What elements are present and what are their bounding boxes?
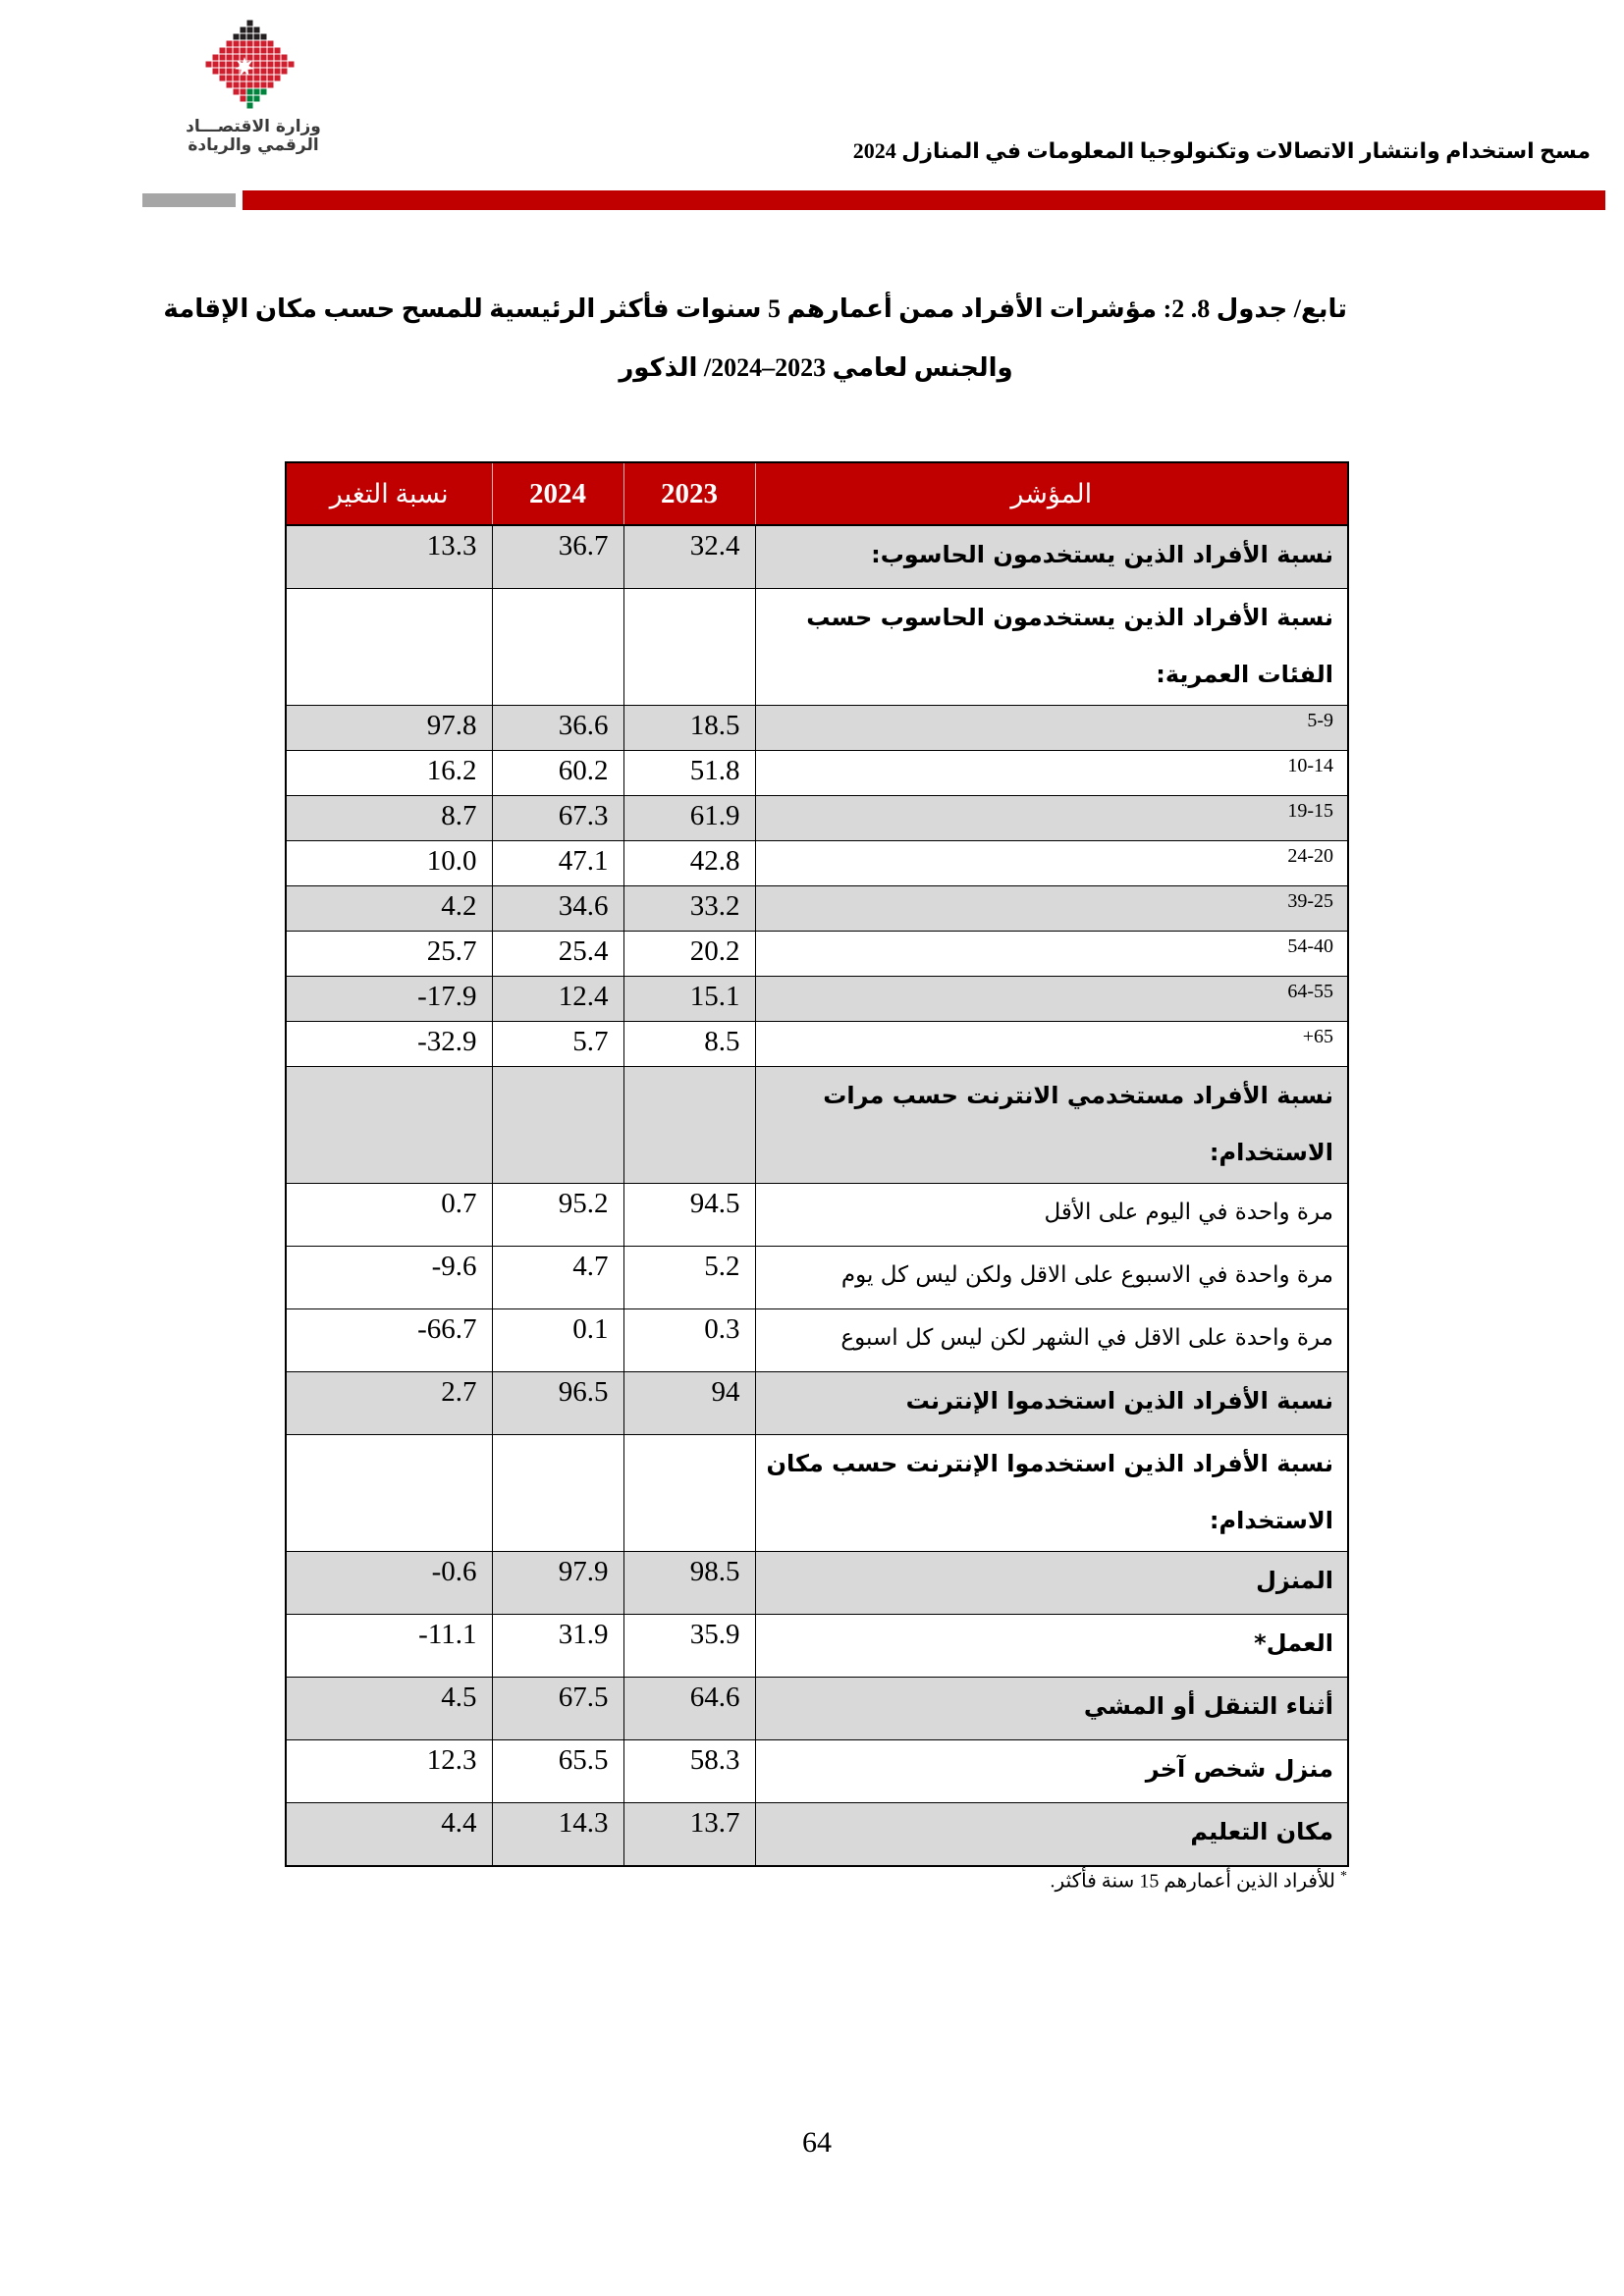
change-rate-cell: 10.0 xyxy=(286,841,492,886)
logo-pixel xyxy=(254,62,260,68)
section-heading-cell: نسبة الأفراد الذين يستخدمون الحاسوب حسب الفئات العمرية: xyxy=(755,589,1348,706)
change-rate-cell: -17.9 xyxy=(286,977,492,1022)
logo-pixel xyxy=(289,62,295,68)
indicator-cell: نسبة الأفراد الذين يستخدمون الحاسوب: xyxy=(755,525,1348,589)
change-rate-cell: -9.6 xyxy=(286,1247,492,1309)
value-2023-cell: 20.2 xyxy=(623,932,755,977)
logo-pixel xyxy=(227,62,233,68)
column-header-change-rate: نسبة التغير xyxy=(286,462,492,525)
value-2024-cell: 97.9 xyxy=(492,1552,623,1615)
change-rate-cell: 2.7 xyxy=(286,1372,492,1435)
value-2023-cell: 13.7 xyxy=(623,1803,755,1867)
indicator-cell: العمل* xyxy=(755,1615,1348,1678)
logo-pixel xyxy=(268,41,274,47)
logo-pixel xyxy=(254,69,260,75)
logo-pixel xyxy=(241,89,246,95)
age-group-cell: 54-40 xyxy=(755,932,1348,977)
value-2023-cell: 33.2 xyxy=(623,886,755,932)
logo-pixel xyxy=(213,62,219,68)
logo-pixel xyxy=(247,48,253,54)
logo-pixel xyxy=(220,62,226,68)
logo-pixel xyxy=(254,96,260,102)
logo-pixel xyxy=(220,55,226,61)
value-2024-cell: 95.2 xyxy=(492,1184,623,1247)
table-row xyxy=(286,977,1348,1022)
value-2024-cell: 31.9 xyxy=(492,1615,623,1678)
value-2024-cell: 4.7 xyxy=(492,1247,623,1309)
logo-pixel xyxy=(261,55,267,61)
change-rate-cell: 0.7 xyxy=(286,1184,492,1247)
table-row xyxy=(286,1615,1348,1678)
logo-pixel xyxy=(261,69,267,75)
logo-pixel xyxy=(261,89,267,95)
logo-pixel xyxy=(234,55,240,61)
value-2023-cell: 8.5 xyxy=(623,1022,755,1067)
logo-pixel xyxy=(234,48,240,54)
section-heading-cell: نسبة الأفراد مستخدمي الانترنت حسب مرات الاستخدام: xyxy=(755,1067,1348,1184)
logo-pixel xyxy=(261,48,267,54)
value-2024-cell: 25.4 xyxy=(492,932,623,977)
age-group-cell: 10-14 xyxy=(755,751,1348,796)
logo-pixel xyxy=(206,62,212,68)
table-row xyxy=(286,932,1348,977)
value-2023-cell: 18.5 xyxy=(623,706,755,751)
value-2023-cell: 61.9 xyxy=(623,796,755,841)
age-group-cell: +65 xyxy=(755,1022,1348,1067)
indicator-cell: مكان التعليم xyxy=(755,1803,1348,1867)
logo-pixel xyxy=(268,62,274,68)
logo-pixel xyxy=(220,48,226,54)
indicator-cell: المنزل xyxy=(755,1552,1348,1615)
logo-pixel xyxy=(261,34,267,40)
indicator-cell: منزل شخص آخر xyxy=(755,1740,1348,1803)
empty-cell xyxy=(492,1067,623,1184)
logo-pixel xyxy=(247,89,253,95)
logo-pixel xyxy=(261,62,267,68)
logo-pixel xyxy=(275,62,281,68)
logo-pixel xyxy=(282,62,288,68)
logo-pixel xyxy=(247,76,253,81)
change-rate-cell: -32.9 xyxy=(286,1022,492,1067)
logo-pixel xyxy=(261,41,267,47)
logo-pixel xyxy=(241,96,246,102)
logo-pixel xyxy=(241,48,246,54)
change-rate-cell: 97.8 xyxy=(286,706,492,751)
logo-pixel xyxy=(254,34,260,40)
logo-pixel xyxy=(268,76,274,81)
logo-pixel xyxy=(220,76,226,81)
indicator-cell: مرة واحدة على الاقل في الشهر لكن ليس كل اسبوع xyxy=(755,1309,1348,1372)
logo-pixel xyxy=(247,103,253,109)
logo-pixel xyxy=(227,41,233,47)
value-2024-cell: 47.1 xyxy=(492,841,623,886)
logo-pixel xyxy=(254,41,260,47)
change-rate-cell: 12.3 xyxy=(286,1740,492,1803)
age-group-cell: 19-15 xyxy=(755,796,1348,841)
value-2024-cell: 12.4 xyxy=(492,977,623,1022)
logo-pixel xyxy=(275,48,281,54)
change-rate-cell: 4.4 xyxy=(286,1803,492,1867)
logo-pixel xyxy=(254,82,260,88)
logo-pixel xyxy=(241,27,246,33)
logo-pixel xyxy=(247,82,253,88)
report-header-title: مسح استخدام وانتشار الاتصالات وتكنولوجيا المعلومات في المنازل 2024 xyxy=(852,138,1591,163)
column-header-2023: 2023 xyxy=(623,462,755,525)
value-2024-cell: 36.7 xyxy=(492,525,623,589)
logo-pixel xyxy=(227,55,233,61)
empty-cell xyxy=(492,1435,623,1552)
footnote-text: للأفراد الذين أعمارهم 15 سنة فأكثر. xyxy=(1050,1870,1335,1893)
table-row xyxy=(286,1184,1348,1247)
change-rate-cell: 8.7 xyxy=(286,796,492,841)
empty-cell xyxy=(286,589,492,706)
logo-pixel xyxy=(234,82,240,88)
table-row xyxy=(286,706,1348,751)
indicator-cell: مرة واحدة في اليوم على الأقل xyxy=(755,1184,1348,1247)
table-row xyxy=(286,1372,1348,1435)
table-row xyxy=(286,1678,1348,1740)
change-rate-cell: -11.1 xyxy=(286,1615,492,1678)
change-rate-cell: 4.2 xyxy=(286,886,492,932)
age-group-cell: 39-25 xyxy=(755,886,1348,932)
column-header-2024: 2024 xyxy=(492,462,623,525)
logo-pixel xyxy=(241,34,246,40)
logo-pixel xyxy=(275,69,281,75)
table-row xyxy=(286,886,1348,932)
logo-pixel xyxy=(234,41,240,47)
section-heading-cell: نسبة الأفراد الذين استخدموا الإنترنت حسب مكان الاستخدام: xyxy=(755,1435,1348,1552)
table-section-row xyxy=(286,1435,1348,1552)
logo-pixel xyxy=(254,27,260,33)
logo-pixel xyxy=(282,69,288,75)
table-title-line1: تابع/ جدول 8. 2: مؤشرات الأفراد ممن أعمارهم 5 سنوات فأكثر الرئيسية للمسح حسب مكان الإقامة xyxy=(163,294,1347,323)
value-2024-cell: 0.1 xyxy=(492,1309,623,1372)
header-gray-bar xyxy=(142,193,236,207)
value-2024-cell: 96.5 xyxy=(492,1372,623,1435)
indicator-cell: مرة واحدة في الاسبوع على الاقل ولكن ليس كل يوم xyxy=(755,1247,1348,1309)
table-section-row xyxy=(286,1067,1348,1184)
logo-pixel xyxy=(268,55,274,61)
logo-pixel xyxy=(247,21,253,27)
column-header-indicator: المؤشر xyxy=(755,462,1348,525)
value-2023-cell: 51.8 xyxy=(623,751,755,796)
indicators-table xyxy=(285,461,1349,1867)
ministry-logo-text xyxy=(182,118,325,155)
table-row xyxy=(286,796,1348,841)
value-2024-cell: 60.2 xyxy=(492,751,623,796)
table-title-line2: والجنس لعامي 2023–2024/ الذكور xyxy=(619,353,1013,382)
change-rate-cell: 25.7 xyxy=(286,932,492,977)
value-2024-cell: 67.5 xyxy=(492,1678,623,1740)
footnote-marker: * xyxy=(1340,1869,1347,1884)
logo-pixel xyxy=(282,55,288,61)
page-number: 64 xyxy=(802,2126,832,2159)
logo-pixel xyxy=(268,48,274,54)
logo-pixel xyxy=(247,55,253,61)
logo-pixel xyxy=(254,76,260,81)
logo-pixel xyxy=(247,34,253,40)
indicator-cell: نسبة الأفراد الذين استخدموا الإنترنت xyxy=(755,1372,1348,1435)
logo-pixel xyxy=(268,69,274,75)
value-2024-cell: 36.6 xyxy=(492,706,623,751)
logo-pixel xyxy=(220,69,226,75)
table-row xyxy=(286,1022,1348,1067)
table-header-row xyxy=(286,462,1348,525)
logo-pixel xyxy=(254,48,260,54)
indicator-cell: أثناء التنقل أو المشي xyxy=(755,1678,1348,1740)
change-rate-cell: 16.2 xyxy=(286,751,492,796)
footnote xyxy=(1051,1862,1347,1896)
logo-pixel xyxy=(275,76,281,81)
table-section-row xyxy=(286,589,1348,706)
logo-pixel xyxy=(254,55,260,61)
logo-pixel xyxy=(227,48,233,54)
logo-pixel xyxy=(261,76,267,81)
value-2023-cell: 94.5 xyxy=(623,1184,755,1247)
age-group-cell: 64-55 xyxy=(755,977,1348,1022)
empty-cell xyxy=(623,589,755,706)
logo-pixel xyxy=(247,41,253,47)
value-2023-cell: 94 xyxy=(623,1372,755,1435)
table-row xyxy=(286,525,1348,589)
logo-pixel xyxy=(268,82,274,88)
table-row xyxy=(286,1740,1348,1803)
value-2023-cell: 42.8 xyxy=(623,841,755,886)
value-2023-cell: 5.2 xyxy=(623,1247,755,1309)
change-rate-cell: 13.3 xyxy=(286,525,492,589)
logo-pixel xyxy=(234,76,240,81)
ministry-logo-line2: الرقمي والريادة xyxy=(188,135,319,155)
logo-pixel xyxy=(275,55,281,61)
logo-pixel xyxy=(247,27,253,33)
empty-cell xyxy=(286,1435,492,1552)
table-row xyxy=(286,751,1348,796)
logo-pixel xyxy=(213,55,219,61)
value-2024-cell: 34.6 xyxy=(492,886,623,932)
logo-pixel xyxy=(213,69,219,75)
value-2024-cell: 14.3 xyxy=(492,1803,623,1867)
ministry-logo-line1: وزارة الاقتصـــاد xyxy=(186,117,321,136)
logo-pixel xyxy=(241,82,246,88)
logo-pixel xyxy=(241,41,246,47)
value-2023-cell: 0.3 xyxy=(623,1309,755,1372)
logo-pixel xyxy=(227,82,233,88)
logo-pixel xyxy=(247,96,253,102)
table-title xyxy=(163,280,1347,398)
logo-pixel xyxy=(261,82,267,88)
logo-pixel xyxy=(254,89,260,95)
value-2023-cell: 35.9 xyxy=(623,1615,755,1678)
value-2023-cell: 58.3 xyxy=(623,1740,755,1803)
table-row xyxy=(286,1552,1348,1615)
value-2023-cell: 98.5 xyxy=(623,1552,755,1615)
change-rate-cell: 4.5 xyxy=(286,1678,492,1740)
logo-pixel xyxy=(227,76,233,81)
value-2023-cell: 32.4 xyxy=(623,525,755,589)
table-row xyxy=(286,1309,1348,1372)
change-rate-cell: -0.6 xyxy=(286,1552,492,1615)
change-rate-cell: -66.7 xyxy=(286,1309,492,1372)
ministry-logo xyxy=(201,16,299,114)
value-2024-cell: 67.3 xyxy=(492,796,623,841)
table-row xyxy=(286,841,1348,886)
empty-cell xyxy=(492,589,623,706)
table-row xyxy=(286,1247,1348,1309)
empty-cell xyxy=(623,1067,755,1184)
value-2024-cell: 65.5 xyxy=(492,1740,623,1803)
header-red-bar xyxy=(243,190,1605,210)
logo-pixel xyxy=(234,89,240,95)
age-group-cell: 24-20 xyxy=(755,841,1348,886)
value-2024-cell: 5.7 xyxy=(492,1022,623,1067)
table-row xyxy=(286,1803,1348,1867)
logo-pixel xyxy=(234,34,240,40)
logo-pixel xyxy=(241,76,246,81)
value-2023-cell: 15.1 xyxy=(623,977,755,1022)
age-group-cell: 5-9 xyxy=(755,706,1348,751)
empty-cell xyxy=(623,1435,755,1552)
empty-cell xyxy=(286,1067,492,1184)
value-2023-cell: 64.6 xyxy=(623,1678,755,1740)
logo-pixel xyxy=(227,69,233,75)
